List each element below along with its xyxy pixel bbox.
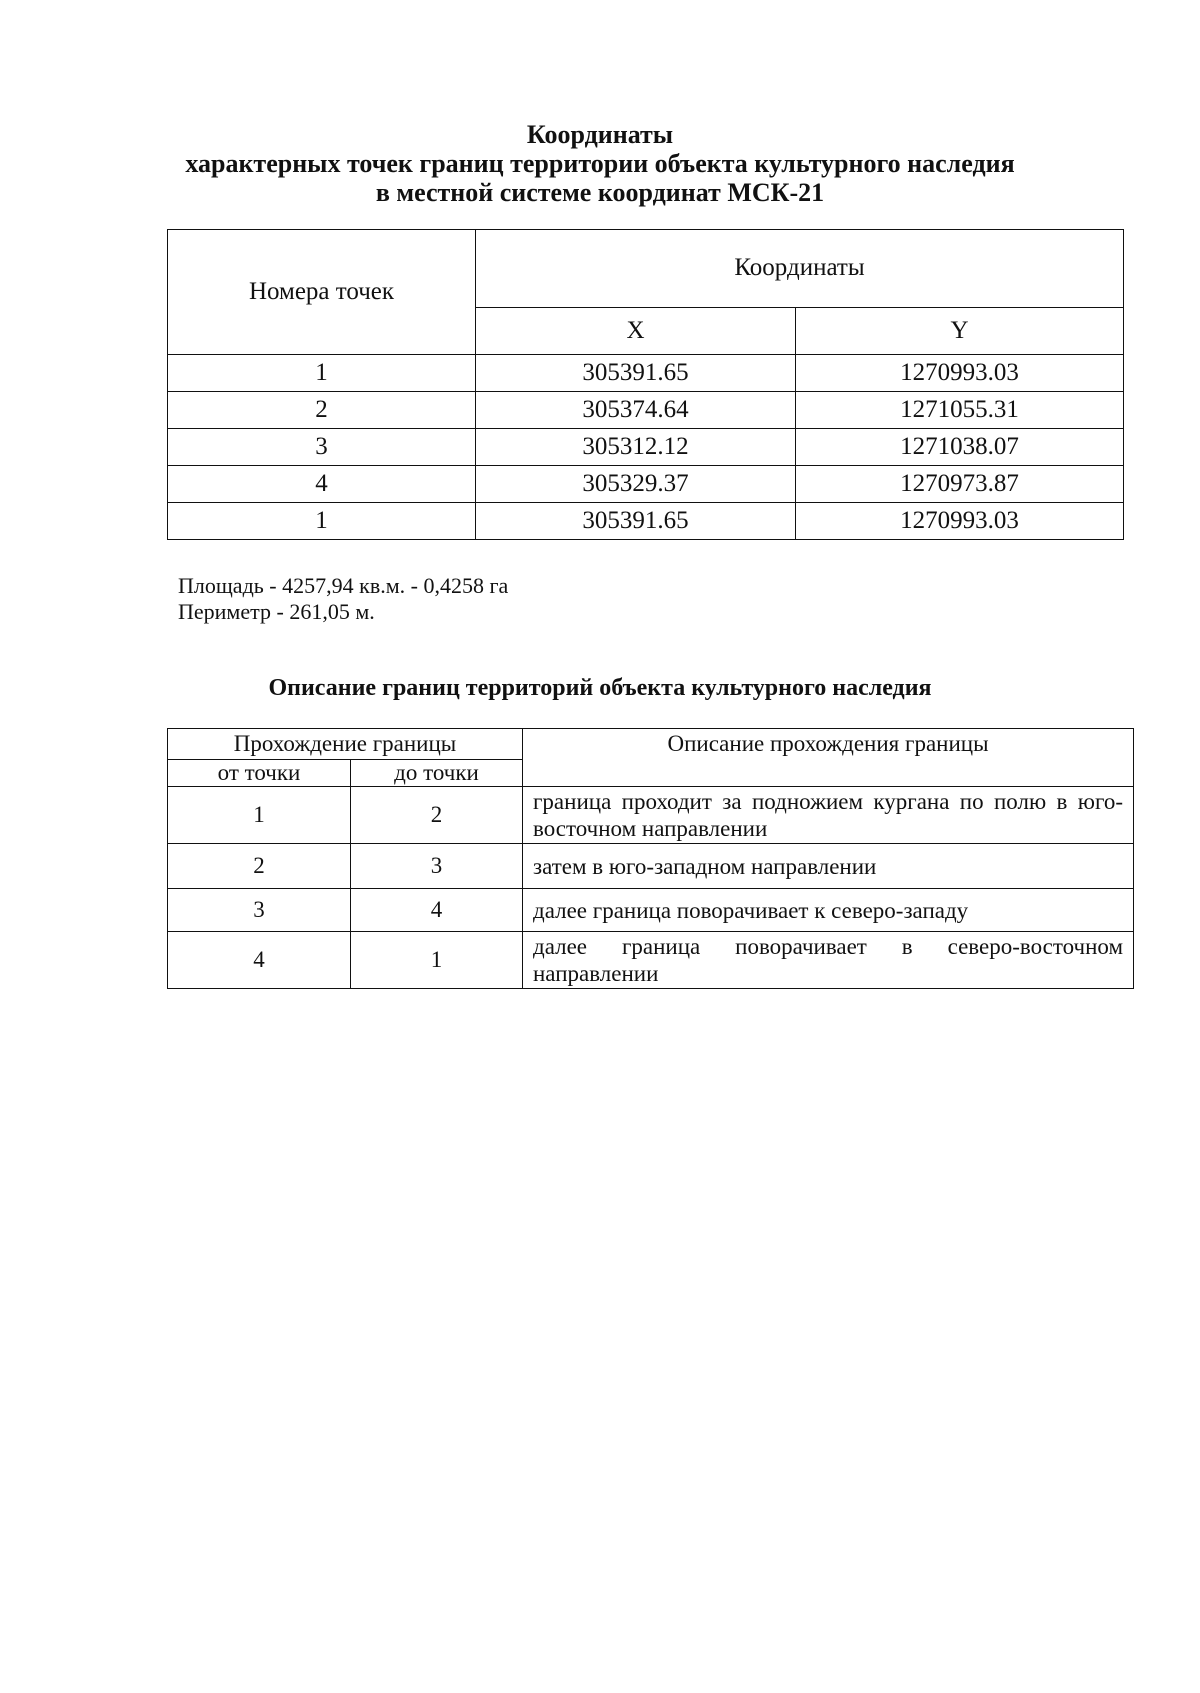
area-text: Площадь - 4257,94 кв.м. - 0,4258 га [178, 573, 509, 598]
y-value: 1270993.03 [796, 503, 1124, 540]
table-row [168, 503, 1124, 540]
header-x: X [476, 307, 796, 354]
table-row [168, 466, 1124, 503]
from-point: 3 [168, 889, 351, 932]
title-line-1: Координаты [526, 120, 674, 149]
coordinates-table [167, 229, 1124, 540]
coordinates-title [0, 120, 1200, 207]
y-value: 1270973.87 [796, 466, 1124, 503]
to-point: 3 [351, 844, 523, 889]
from-point: 2 [168, 844, 351, 889]
x-value: 305329.37 [476, 466, 796, 503]
description-text: далее граница поворачивает в северо-восточном направлении [523, 932, 1134, 989]
table-row [168, 889, 1134, 932]
table-row [168, 355, 1124, 392]
point-number: 2 [168, 392, 476, 429]
title-line-2: характерных точек границ территории объекта культурного наследия [185, 149, 1015, 178]
perimeter-text: Периметр - 261,05 м. [178, 599, 375, 624]
table-row [168, 429, 1124, 466]
title-line-3: в местной системе координат МСК-21 [375, 178, 825, 207]
header-from-point: от точки [168, 760, 351, 787]
header-coordinates: Координаты [476, 230, 1124, 308]
x-value: 305374.64 [476, 392, 796, 429]
y-value: 1271055.31 [796, 392, 1124, 429]
header-point-numbers: Номера точек [168, 230, 476, 355]
point-number: 3 [168, 429, 476, 466]
to-point: 1 [351, 932, 523, 989]
x-value: 305391.65 [476, 503, 796, 540]
point-number: 4 [168, 466, 476, 503]
description-text: граница проходит за подножием кургана по полю в юго-восточном направлении [523, 787, 1134, 844]
header-to-point: до точки [351, 760, 523, 787]
header-boundary-passage: Прохождение границы [168, 729, 523, 760]
description-text: затем в юго-западном направлении [523, 844, 1134, 889]
x-value: 305312.12 [476, 429, 796, 466]
point-number: 1 [168, 503, 476, 540]
table-row [168, 392, 1124, 429]
table-row [168, 844, 1134, 889]
header-y: Y [796, 307, 1124, 354]
area-summary [178, 573, 508, 625]
description-title: Описание границ территорий объекта культурного наследия [268, 675, 932, 701]
description-text: далее граница поворачивает к северо-западу [523, 889, 1134, 932]
header-description: Описание прохождения границы [523, 729, 1134, 787]
y-value: 1270993.03 [796, 355, 1124, 392]
table-row [168, 932, 1134, 989]
to-point: 4 [351, 889, 523, 932]
from-point: 1 [168, 787, 351, 844]
from-point: 4 [168, 932, 351, 989]
boundary-description-table [167, 728, 1134, 989]
y-value: 1271038.07 [796, 429, 1124, 466]
table-row [168, 787, 1134, 844]
to-point: 2 [351, 787, 523, 844]
point-number: 1 [168, 355, 476, 392]
x-value: 305391.65 [476, 355, 796, 392]
